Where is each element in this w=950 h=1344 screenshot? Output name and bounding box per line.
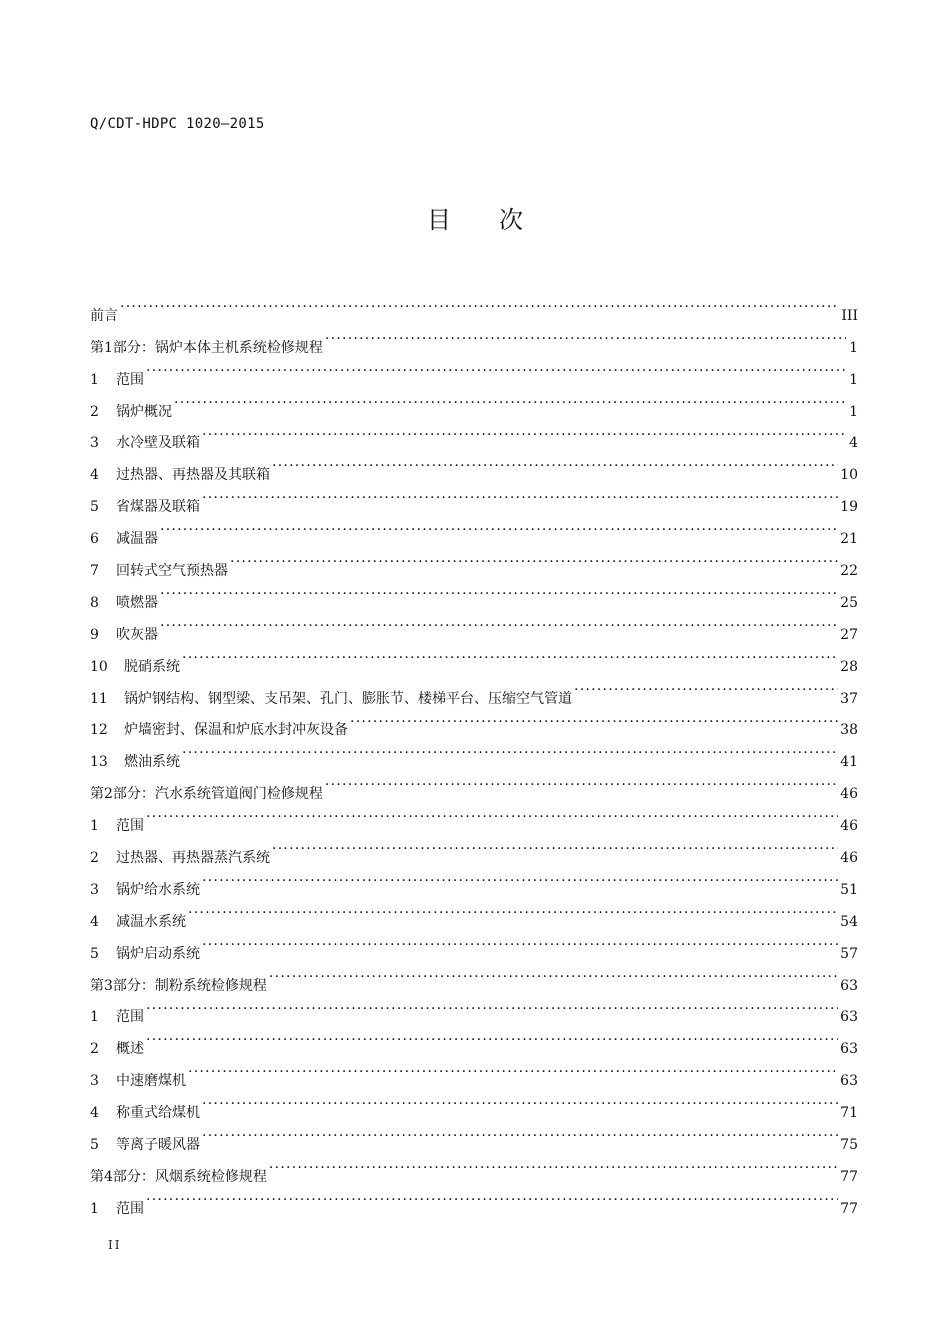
toc-entry-page: 19 xyxy=(840,499,858,516)
toc-entry-page: 22 xyxy=(840,563,858,580)
toc-entry-label: 锅炉给水系统 xyxy=(116,881,200,898)
toc-leader-dots xyxy=(160,511,838,543)
toc-entry-label: 过热器、再热器蒸汽系统 xyxy=(116,850,270,867)
toc-entry-label: 锅炉钢结构、钢型梁、支吊架、孔门、膨胀节、楼梯平台、压缩空气管道 xyxy=(124,690,572,707)
toc-leader-dots xyxy=(120,288,839,320)
toc-entry-number: 4 xyxy=(90,467,99,484)
toc-entry-page: 75 xyxy=(840,1137,858,1154)
toc-entry[interactable] xyxy=(90,1021,858,1058)
toc-leader-dots xyxy=(174,384,846,416)
toc-entry-label: 范围 xyxy=(116,818,144,835)
toc-entry[interactable] xyxy=(90,766,858,803)
toc-entry[interactable] xyxy=(90,671,858,707)
toc-entry-page: 41 xyxy=(840,754,858,771)
toc-entry[interactable] xyxy=(90,990,858,1026)
toc-entry-number: 4 xyxy=(90,913,99,930)
toc-entry-number: 9 xyxy=(90,626,99,643)
toc-leader-dots xyxy=(146,352,846,384)
toc-leader-dots xyxy=(574,671,838,703)
toc-entry-label: 第3部分：制粉系统检修规程 xyxy=(90,977,267,994)
toc-leader-dots xyxy=(269,958,838,990)
toc-entry-page: 63 xyxy=(840,1009,858,1026)
toc-entry-label: 减温器 xyxy=(116,531,158,548)
toc-entry-label: 锅炉启动系统 xyxy=(116,945,200,962)
toc-entry-label: 喷燃器 xyxy=(116,594,158,611)
toc-entry-number: 3 xyxy=(90,435,99,452)
toc-entry[interactable] xyxy=(90,416,858,452)
toc-leader-dots xyxy=(272,447,838,479)
toc-entry-label: 第4部分：风烟系统检修规程 xyxy=(90,1168,267,1185)
toc-entry[interactable] xyxy=(90,1053,858,1090)
toc-entry-page: 46 xyxy=(840,850,858,867)
toc-entry[interactable] xyxy=(90,639,858,675)
toc-entry-page: 63 xyxy=(840,977,858,994)
toc-leader-dots xyxy=(202,1085,838,1117)
toc-entry-page: 46 xyxy=(840,818,858,835)
toc-entry-label: 脱硝系统 xyxy=(124,658,180,675)
toc-entry-number: 1 xyxy=(90,818,99,835)
toc-entry-label: 过热器、再热器及其联箱 xyxy=(116,467,270,484)
toc-entry-number: 1 xyxy=(90,371,99,388)
toc-leader-dots xyxy=(188,1053,838,1085)
toc-leader-dots xyxy=(202,926,838,958)
toc-entry[interactable] xyxy=(90,830,858,867)
toc-entry[interactable] xyxy=(90,447,858,484)
toc-entry-label: 省煤器及联箱 xyxy=(116,499,200,516)
toc-entry-label: 炉墙密封、保温和炉底水封冲灰设备 xyxy=(124,722,348,739)
toc-leader-dots xyxy=(202,862,838,894)
toc-entry-page: 21 xyxy=(840,531,858,548)
toc-entry-label: 中速磨煤机 xyxy=(116,1073,186,1090)
document-code: Q/CDT-HDPC 1020—2015 xyxy=(90,116,265,132)
toc-entry-number: 7 xyxy=(90,563,99,580)
toc-entry[interactable] xyxy=(90,926,858,962)
toc-entry-label: 范围 xyxy=(116,371,144,388)
toc-entry-label: 燃油系统 xyxy=(124,754,180,771)
toc-entry-label: 第2部分：汽水系统管道阀门检修规程 xyxy=(90,786,323,803)
toc-entry[interactable] xyxy=(90,798,858,835)
toc-leader-dots xyxy=(146,1181,838,1213)
toc-entry-label: 第1部分：锅炉本体主机系统检修规程 xyxy=(90,339,323,356)
toc-entry-number: 12 xyxy=(90,722,108,739)
toc-entry-number: 11 xyxy=(90,690,108,707)
toc-entry[interactable] xyxy=(90,894,858,930)
toc-entry-label: 概述 xyxy=(116,1041,144,1058)
toc-title: 目次 xyxy=(427,206,571,234)
toc-leader-dots xyxy=(182,639,838,671)
toc-entry-number: 8 xyxy=(90,594,99,611)
toc-entry[interactable] xyxy=(90,1149,858,1185)
toc-entry-page: 77 xyxy=(840,1200,858,1217)
toc-leader-dots xyxy=(146,1021,838,1053)
toc-entry[interactable] xyxy=(90,288,858,324)
toc-entry-number: 2 xyxy=(90,850,99,867)
footer-page-number: II xyxy=(108,1238,122,1252)
toc-entry-page: 63 xyxy=(840,1041,858,1058)
toc-entry[interactable] xyxy=(90,352,858,388)
toc-entry-number: 5 xyxy=(90,1137,99,1154)
toc-entry[interactable] xyxy=(90,511,858,548)
toc-entry-label: 减温水系统 xyxy=(116,913,186,930)
toc-entry-number: 2 xyxy=(90,1041,99,1058)
toc-entry[interactable] xyxy=(90,607,858,643)
toc-entry-page: III xyxy=(841,307,858,324)
toc-entry-label: 水冷壁及联箱 xyxy=(116,435,200,452)
toc-leader-dots xyxy=(269,1149,838,1181)
toc-entry-number: 5 xyxy=(90,945,99,962)
toc-leader-dots xyxy=(188,894,838,926)
toc-entry-label: 等离子暖风器 xyxy=(116,1137,200,1154)
toc-entry-label: 范围 xyxy=(116,1200,144,1217)
toc-leader-dots xyxy=(325,766,838,798)
toc-entry-number: 5 xyxy=(90,499,99,516)
toc-leader-dots xyxy=(350,703,838,735)
toc-entry[interactable] xyxy=(90,1117,858,1154)
toc-leader-dots xyxy=(272,830,838,862)
toc-entry[interactable] xyxy=(90,479,858,516)
toc-entry-page: 63 xyxy=(840,1073,858,1090)
toc-entry-label: 回转式空气预热器 xyxy=(116,563,228,580)
toc-entry-number: 2 xyxy=(90,403,99,420)
toc-entry-page: 71 xyxy=(840,1105,858,1122)
toc-entry-page: 28 xyxy=(840,658,858,675)
toc-entry-page: 27 xyxy=(840,626,858,643)
toc-entry-page: 38 xyxy=(840,722,858,739)
toc-entry-page: 46 xyxy=(840,786,858,803)
toc-leader-dots xyxy=(202,416,846,448)
toc-entry[interactable] xyxy=(90,734,858,771)
toc-leader-dots xyxy=(325,320,846,352)
toc-entry-number: 1 xyxy=(90,1009,99,1026)
toc-leader-dots xyxy=(160,607,838,639)
toc-entry-number: 3 xyxy=(90,881,99,898)
toc-entry[interactable] xyxy=(90,384,858,420)
toc-entry-page: 10 xyxy=(840,467,858,484)
toc-leader-dots xyxy=(146,990,838,1022)
toc-leader-dots xyxy=(146,798,838,830)
toc-entry-number: 1 xyxy=(90,1200,99,1217)
toc-entry[interactable] xyxy=(90,1181,858,1217)
toc-entry-label: 前言 xyxy=(90,307,118,324)
toc-entry-page: 1 xyxy=(849,371,858,388)
toc-entry-page: 37 xyxy=(840,690,858,707)
toc-entry-label: 吹灰器 xyxy=(116,626,158,643)
toc-entry-number: 10 xyxy=(90,658,108,675)
toc-entry-page: 4 xyxy=(849,435,858,452)
toc-entry-page: 51 xyxy=(840,881,858,898)
toc-entry[interactable] xyxy=(90,862,858,898)
toc-leader-dots xyxy=(182,734,838,766)
toc-entry-page: 54 xyxy=(840,913,858,930)
toc-leader-dots xyxy=(230,543,838,575)
toc-entry-number: 6 xyxy=(90,531,99,548)
toc-entry-number: 4 xyxy=(90,1105,99,1122)
toc-entry-label: 锅炉概况 xyxy=(116,403,172,420)
toc-entry-label: 称重式给煤机 xyxy=(116,1105,200,1122)
toc-entry-number: 13 xyxy=(90,754,108,771)
toc-entry[interactable] xyxy=(90,1085,858,1122)
toc-entry-page: 1 xyxy=(849,403,858,420)
toc-entry-page: 1 xyxy=(849,339,858,356)
toc-entry[interactable] xyxy=(90,575,858,611)
toc-leader-dots xyxy=(202,479,838,511)
toc-entry-page: 77 xyxy=(840,1168,858,1185)
toc-entry-page: 57 xyxy=(840,945,858,962)
toc-entry-label: 范围 xyxy=(116,1009,144,1026)
table-of-contents xyxy=(90,288,858,1217)
toc-entry[interactable] xyxy=(90,958,858,994)
toc-entry[interactable] xyxy=(90,320,858,356)
toc-entry-number: 3 xyxy=(90,1073,99,1090)
toc-leader-dots xyxy=(160,575,838,607)
toc-leader-dots xyxy=(202,1117,838,1149)
toc-entry[interactable] xyxy=(90,543,858,580)
toc-entry-page: 25 xyxy=(840,594,858,611)
